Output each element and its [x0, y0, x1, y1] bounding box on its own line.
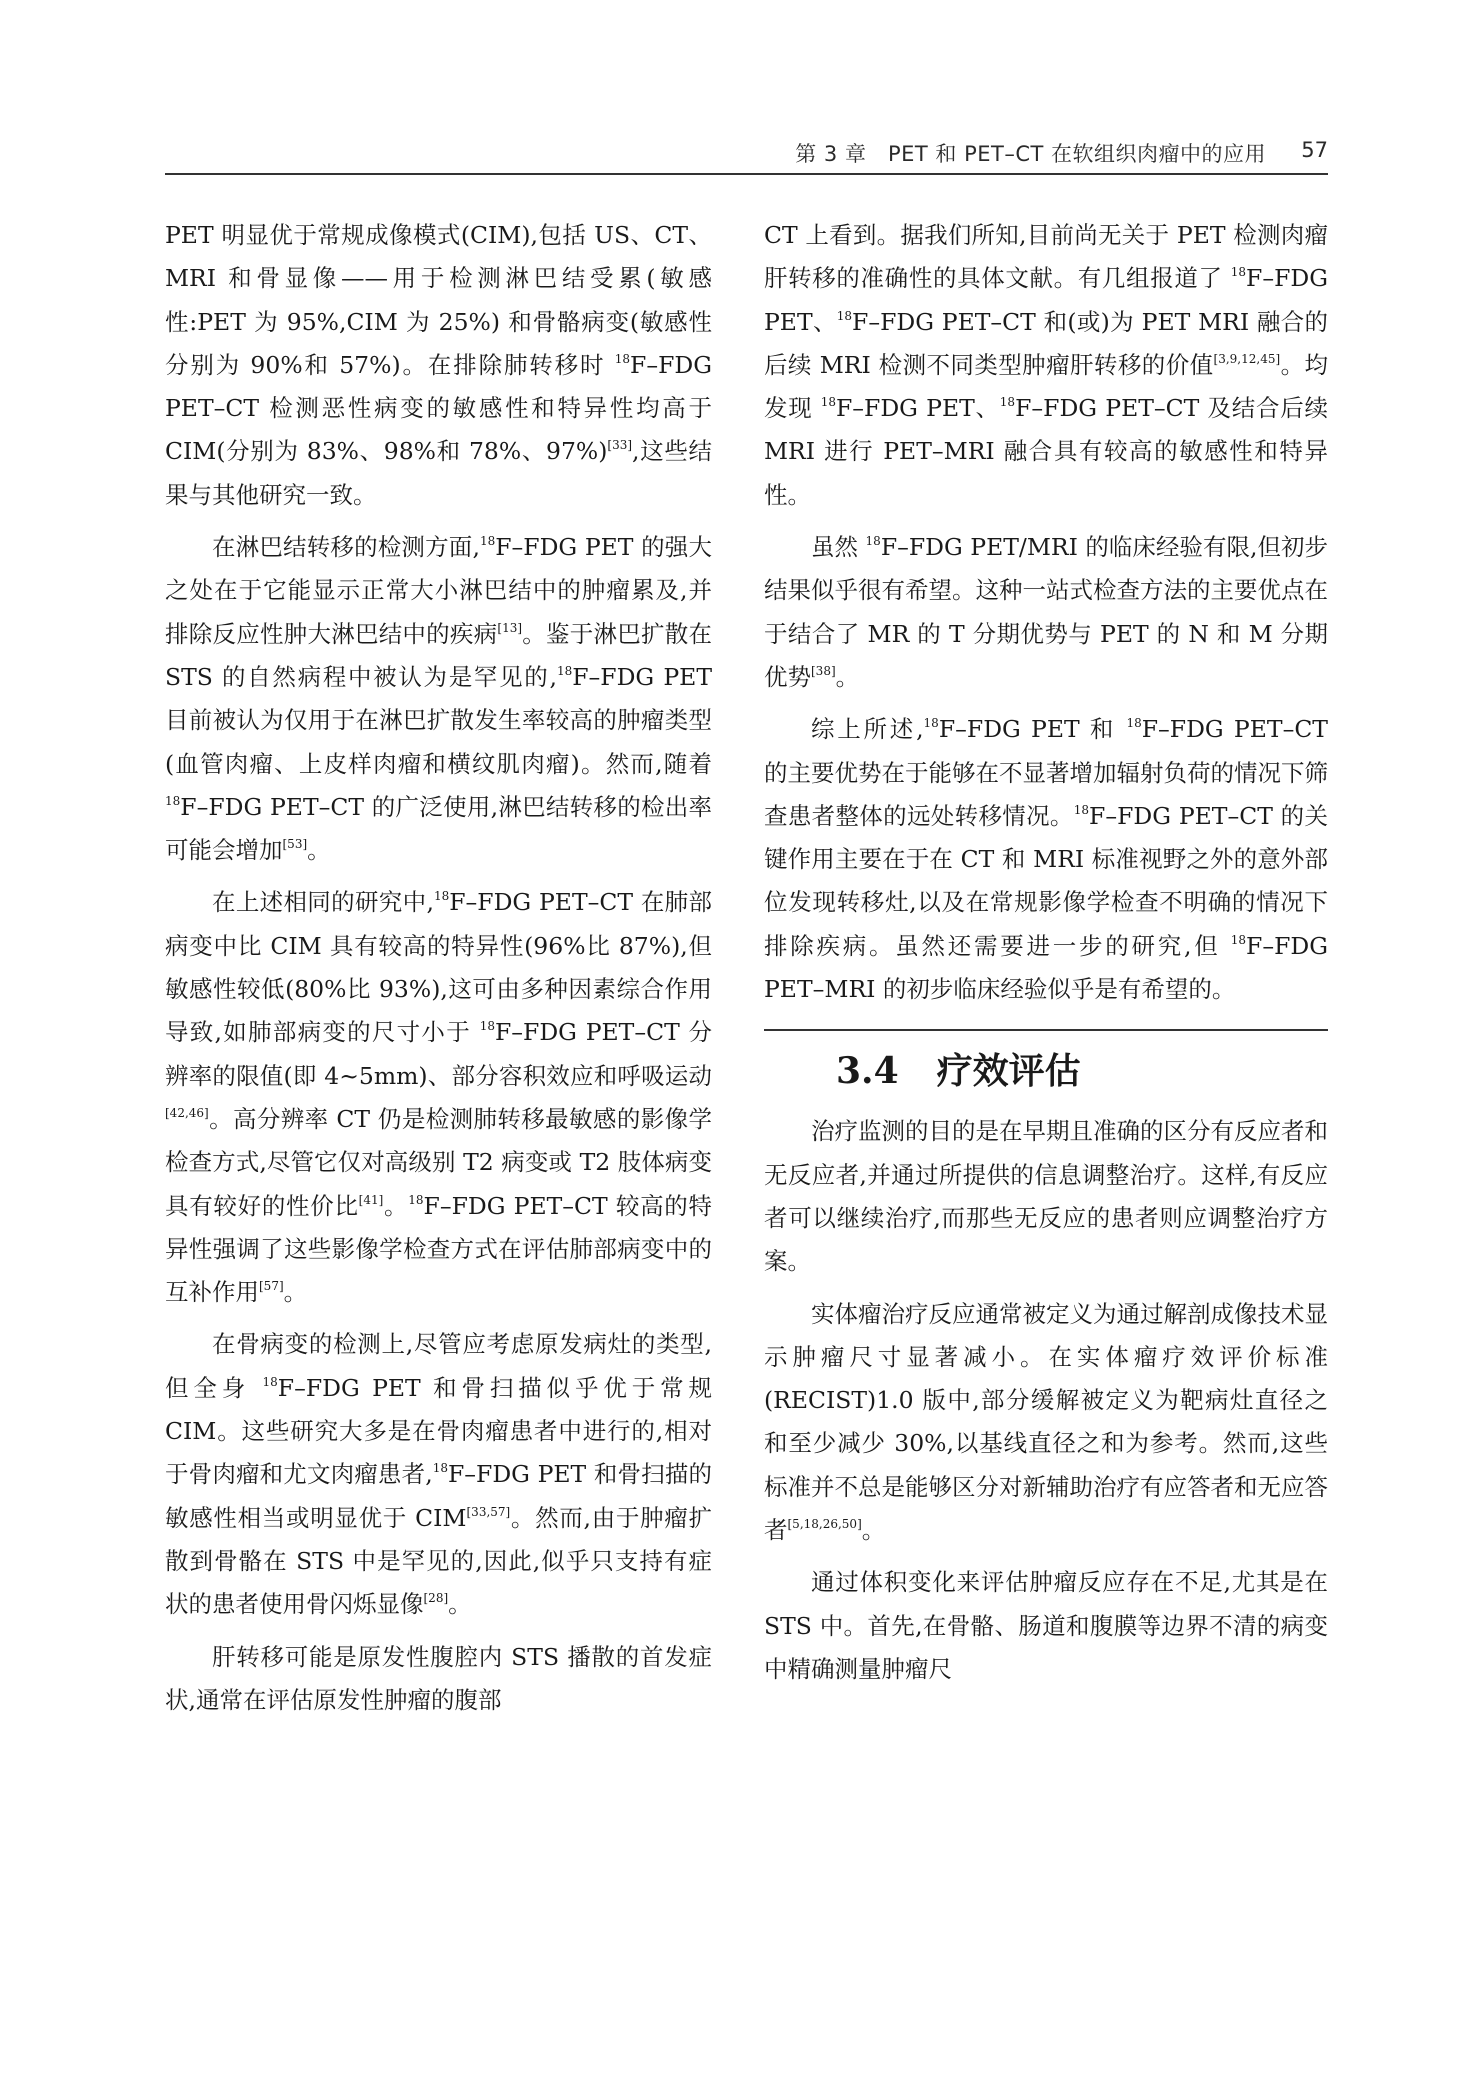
superscript: [57]	[259, 1279, 284, 1294]
paragraph	[165, 1636, 712, 1723]
text-run: F–FDG PET–CT 和(或)为 PET MRI 融合的后续 MRI 检测不同类型肿瘤肝转移的价值	[764, 307, 1328, 379]
superscript: 18	[479, 534, 496, 549]
text-run: F–FDG PET/MRI 的临床经验有限,但初步结果似乎很有希望。这种一站式检查方法的主要优点在于结合了 MR 的 T 分期优势与 PET 的 N 和 M 分期优势	[764, 533, 1328, 691]
superscript: 18	[165, 793, 181, 808]
superscript: 18	[432, 1461, 448, 1476]
text-run: F–FDG PET–CT 分辨率的限值(即 4~5mm)、部分容积效应和呼吸运动	[165, 1018, 712, 1090]
text-run: F–FDG PET 和	[938, 715, 1127, 744]
paragraph	[165, 214, 712, 517]
right-column-bottom	[764, 1110, 1328, 1691]
text-run: F–FDG PET–CT 及结合后续 MRI 进行 PET–MRI 融合具有较高的敏感性和特异性。	[764, 394, 1328, 509]
text-run: F–FDG PET–CT 的广泛使用,淋巴结转移的检出率可能会增加	[165, 792, 712, 865]
text-run: CT 上看到。据我们所知,目前尚无关于 PET 检测肉瘤肝转移的准确性的具体文献。有几组报道了	[764, 221, 1328, 293]
superscript: 18	[556, 663, 573, 678]
text-run: 。	[448, 1590, 472, 1619]
right-column	[764, 214, 1328, 1700]
superscript: [28]	[423, 1591, 449, 1606]
text-run: 。鉴于淋巴扩散在 STS 的自然病程中被认为是罕见的,	[165, 619, 713, 691]
text-run: 综上所述,	[811, 715, 924, 744]
superscript: [13]	[497, 620, 523, 635]
superscript: 18	[836, 308, 853, 323]
text-run: 。高分辨率 CT 仍是检测肺转移最敏感的影像学检查方式,尽管它仅对高级别 T2 病变或 T2 肢体病变具有较好的性价比	[165, 1104, 712, 1220]
superscript: 18	[614, 351, 631, 366]
superscript: [5,18,26,50]	[787, 1517, 862, 1532]
paragraph	[764, 708, 1328, 1011]
left-column	[165, 214, 712, 1731]
text-run: F–FDG PET 目前被认为仅用于在淋巴扩散发生率较高的肿瘤类型(血管肉瘤、上皮样肉瘤和横纹肌肉瘤)。然而,随着	[165, 662, 712, 778]
superscript: [41]	[358, 1192, 384, 1207]
text-run: F–FDG PET–CT 的主要优势在于能够在不显著增加辐射负荷的情况下筛查患者整体的远处转移情况。	[764, 715, 1328, 830]
paragraph	[165, 526, 712, 872]
paragraph	[764, 1293, 1328, 1553]
section-number: 3.4	[836, 1050, 899, 1093]
text-run: 。	[383, 1191, 409, 1220]
text-run: 。	[835, 662, 860, 691]
text-run: 。	[861, 1516, 886, 1545]
section-heading	[764, 1041, 1328, 1101]
text-run: 在上述相同的研究中,	[212, 888, 434, 917]
text-run: F–FDG PET 和骨扫描的敏感性相当或明显优于 CIM	[165, 1460, 712, 1532]
text-run: F–FDG PET 和骨扫描似乎优于常规 CIM。这些研究大多是在骨肉瘤患者中进行的,相对于骨肉瘤和尤文肉瘤患者,	[165, 1373, 712, 1489]
text-run: F–FDG PET、	[764, 264, 1328, 336]
header-rule	[165, 173, 1328, 175]
running-header	[165, 138, 1328, 172]
superscript: [42,46]	[165, 1105, 209, 1120]
superscript: 18	[820, 395, 836, 410]
text-run: F–FDG PET、	[835, 394, 1000, 423]
superscript: 18	[479, 1019, 495, 1034]
text-run: 在淋巴结转移的检测方面,	[212, 533, 480, 562]
paragraph	[764, 1561, 1328, 1691]
superscript: 18	[923, 716, 939, 731]
text-run: PET 明显优于常规成像模式(CIM),包括 US、CT、MRI 和骨显像——用于检测淋巴结受累(敏感性:PET 为 95%,CIM 为 25%) 和骨骼病变(敏感性分别为 90%和 57%)。在排除肺转移时	[165, 221, 712, 379]
text-run: F–FDG PET–MRI 的初步临床经验似乎是有希望的。	[764, 931, 1328, 1004]
text-run: 。均发现	[764, 350, 1328, 423]
paragraph	[165, 881, 712, 1314]
text-run: ,这些结果与其他研究一致。	[165, 437, 712, 509]
text-run: F–FDG PET–CT 的关键作用主要在于在 CT 和 MRI 标准视野之外的意外部位发现转移灶,以及在常规影像学检查不明确的情况下排除疾病。虽然还需要进一步的研究,但	[764, 801, 1328, 960]
text-run: 通过体积变化来评估肿瘤反应存在不足,尤其是在 STS 中。首先,在骨骼、肠道和腹膜等边界不清的病变中精确测量肿瘤尺	[764, 1568, 1328, 1683]
superscript: [33]	[607, 438, 633, 453]
text-run: 实体瘤治疗反应通常被定义为通过解剖成像技术显示肿瘤尺寸显著减小。在实体瘤疗效评价标准(RECIST)1.0 版中,部分缓解被定义为靶病灶直径之和至少减少 30%,以基线直径之和为参考。然而,这些标准并不总是能够区分对新辅助治疗有应答者和无应答者	[764, 1299, 1328, 1545]
superscript: 18	[1230, 265, 1247, 280]
superscript: 18	[1073, 802, 1090, 817]
text-run: F–FDG PET–CT 检测恶性病变的敏感性和特异性均高于 CIM(分别为 83%、98%和 78%、97%)	[165, 350, 712, 466]
paragraph	[764, 214, 1328, 517]
superscript: 18	[999, 395, 1016, 410]
paragraph	[764, 526, 1328, 699]
text-run: 。	[307, 836, 331, 865]
superscript: 18	[408, 1192, 424, 1207]
chapter-title: 第 3 章 PET 和 PET–CT 在软组织肉瘤中的应用	[795, 142, 1266, 166]
text-run: 治疗监测的目的是在早期且准确的区分有反应者和无反应者,并通过所提供的信息调整治疗。这样,有反应者可以继续治疗,而那些无反应的患者则应调整治疗方案。	[764, 1117, 1328, 1276]
superscript: 18	[1230, 932, 1247, 947]
paragraph	[165, 1323, 712, 1626]
superscript: 18	[262, 1374, 278, 1389]
text-run: 肝转移可能是原发性腹腔内 STS 播散的首发症状,通常在评估原发性肿瘤的腹部	[165, 1642, 712, 1714]
superscript: [33,57]	[466, 1504, 511, 1519]
superscript: [38]	[811, 663, 836, 678]
superscript: 18	[433, 889, 450, 904]
superscript: [3,9,12,45]	[1213, 351, 1281, 366]
text-run: F–FDG PET 的强大之处在于它能显示正常大小淋巴结中的肿瘤累及,并排除反应性肿大淋巴结中的疾病	[165, 533, 712, 648]
text-run: 虽然	[811, 533, 866, 562]
superscript: 18	[865, 534, 881, 549]
text-run: F–FDG PET–CT 在肺部病变中比 CIM 具有较高的特异性(96%比 87%),但敏感性较低(80%比 93%),这可由多种因素综合作用导致,如肺部病变的尺寸小于	[165, 888, 712, 1047]
superscript: [53]	[282, 837, 308, 852]
text-run: 。然而,由于肿瘤扩散到骨骼在 STS 中是罕见的,因此,似乎只支持有症状的患者使用骨闪烁显像	[165, 1503, 712, 1619]
superscript: 18	[1126, 716, 1142, 731]
section-rule	[764, 1029, 1328, 1031]
paragraph	[764, 1110, 1328, 1283]
right-column-top	[764, 214, 1328, 1011]
section-title: 疗效评估	[936, 1050, 1081, 1093]
text-run: 。	[283, 1278, 308, 1307]
text-run: 在骨病变的检测上,尽管应考虑原发病灶的类型,但全身	[165, 1330, 712, 1402]
text-run: F–FDG PET–CT 较高的特异性强调了这些影像学检查方式在评估肺部病变中的互补作用	[165, 1191, 713, 1307]
page-number: 57	[1301, 138, 1328, 162]
